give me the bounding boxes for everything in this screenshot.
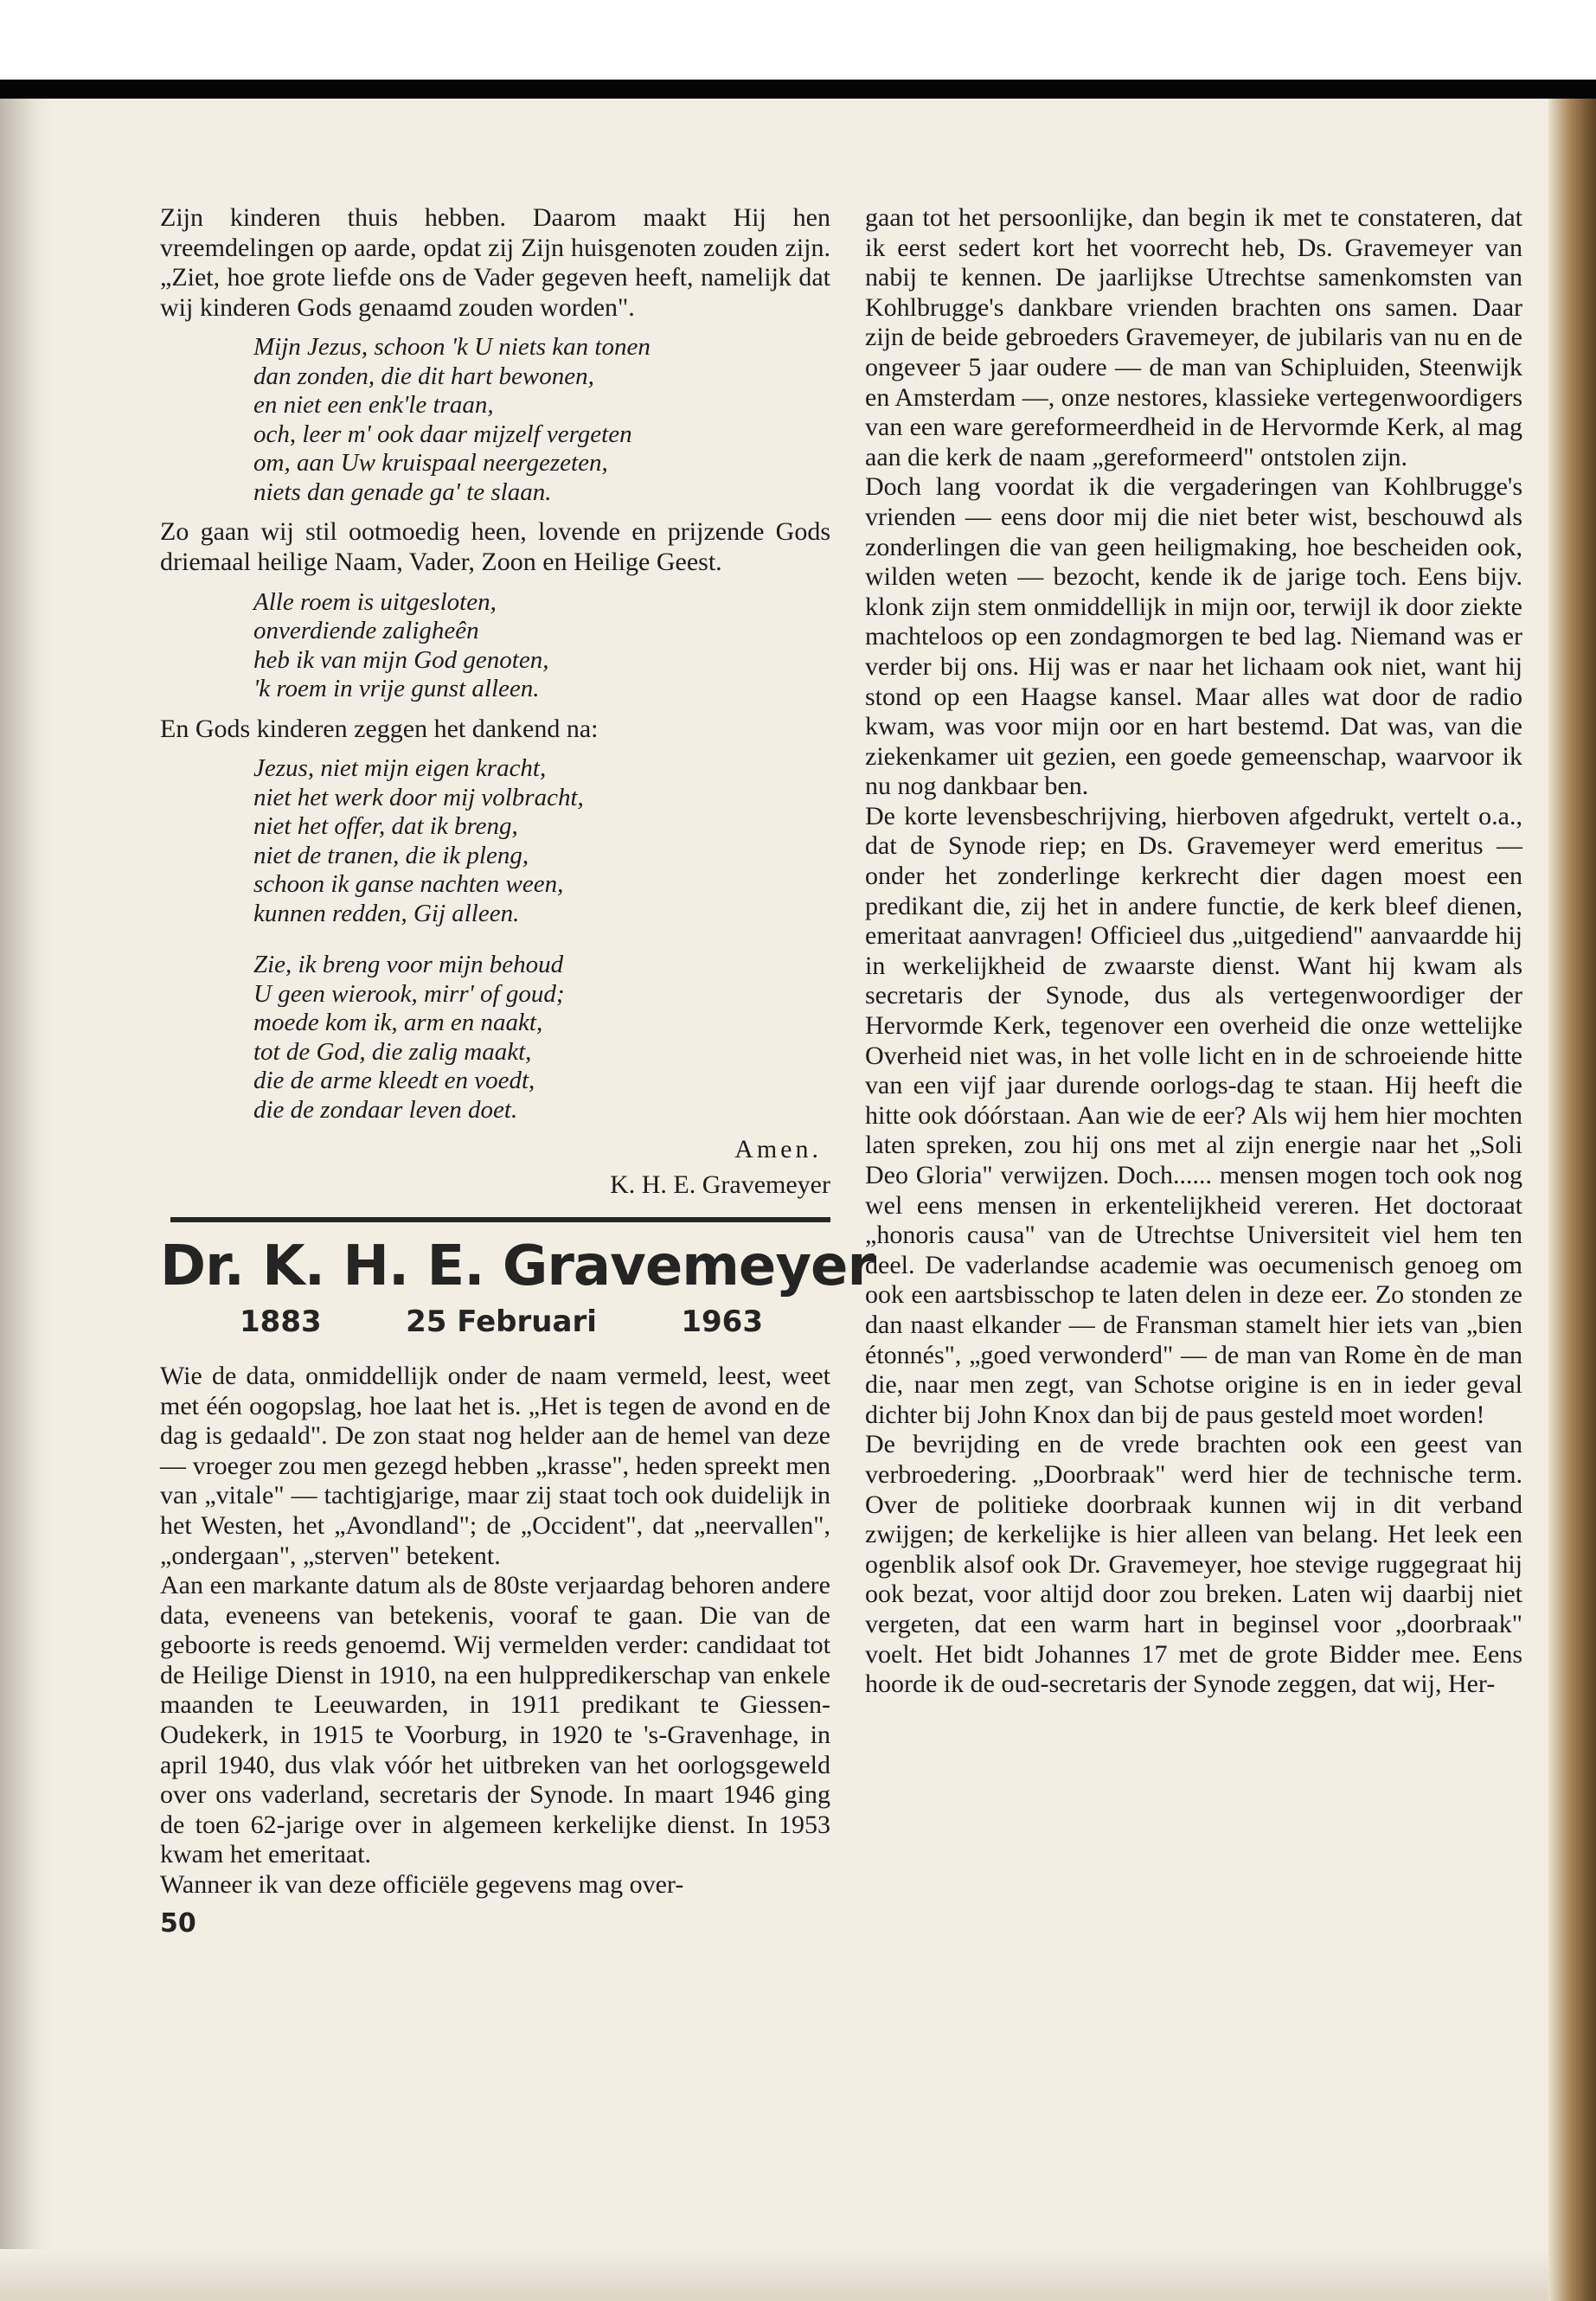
poem-line: onverdiende zaligheên: [253, 617, 479, 645]
amen: Amen.: [734, 1135, 822, 1164]
birthday: 25 Februari: [406, 1304, 597, 1340]
poem-line: tot de God, die zalig maakt,: [253, 1037, 532, 1066]
birth-year: 1883: [240, 1304, 322, 1340]
article-paragraph-1: Wie de data, onmiddellijk onder de naam vermeld, leest, weet met één oogopslag, hoe laat het is. „Het is tegen de avond en de dag is gedaald". De zon staat nog helder aan de hemel van deze — vroeger zou men gezegd hebben „krasse", heden spreekt men van „vitale" — tachtigjarige, maar zij staat toch ook duidelijk in het Westen, het „Avondland"; de „Occident", dat „neervallen", „ondergaan", „sterven" betekent.: [160, 1361, 830, 1570]
heading-rule: [170, 1217, 830, 1222]
poem-line: die de zondaar leven doet.: [253, 1095, 518, 1124]
signature: K. H. E. Gravemeyer: [610, 1170, 830, 1199]
page-number: 50: [160, 1907, 196, 1939]
left-column: [160, 203, 874, 1939]
current-year: 1963: [681, 1304, 763, 1340]
poem-line: niet het werk door mij volbracht,: [253, 783, 584, 811]
top-margin: [0, 0, 1596, 80]
poem-line: niets dan genade ga' te slaan.: [253, 478, 552, 506]
right-paragraph-1: gaan tot het persoonlijke, dan begin ik met te constateren, dat ik eerst sedert kort het voorrecht heb, Ds. Gravemeyer van nabij te kennen. De jaarlijkse Utrechtse samenkomsten van Kohlbrugge's dankbare vrienden brachten ons samen. Daar zijn de beide gebroeders Gravemeyer, de jubilaris van nu en de ongeveer 5 jaar oudere — de man van Schipluiden, Steenwijk en Amsterdam —, onze nestores, klassieke vertegenwoordigers van een ware gereformeerdheid in de Hervormde Kerk, al mag aan die kerk de naam „gereformeerd" ontstolen zijn.: [865, 203, 1522, 471]
poem-line: dan zonden, die dit hart bewonen,: [253, 362, 594, 390]
poem-line: 'k roem in vrije gunst alleen.: [253, 675, 540, 703]
poem-line: niet de tranen, die ik pleng,: [253, 841, 529, 869]
poem-line: en niet een enk'le traan,: [253, 391, 494, 420]
date-line: [160, 1304, 830, 1340]
poem-4: [253, 951, 830, 1125]
right-paragraph-4: De bevrijding en de vrede brachten ook een geest van verbroedering. „Doorbraak" werd hier de technische term. Over de politieke doorbraak kunnen wij in dit verband zwijgen; de kerkelijke is hier alleen van belang. Het leek een ogenblik alsof ook Dr. Gravemeyer, hoe stevige ruggegraat hij ook bezat, voor altijd door zou breken. Laten wij daarbij niet vergeten, dat een warm hart in beginsel voor „doorbraak" voelt. Het bidt Johannes 17 met de grote Bidder mee. Eens hoorde ik de oud-secretaris der Synode zeggen, dat wij, Her-: [865, 1430, 1522, 1699]
poem-line: Zie, ik breng voor mijn behoud: [253, 951, 564, 979]
article-paragraph-3: Wanneer ik van deze officiële gegevens mag over-: [160, 1870, 684, 1900]
poem-line: U geen wierook, mirr' of goud;: [253, 979, 565, 1008]
poem-3: [253, 754, 830, 928]
right-column: [865, 203, 1522, 1700]
scan-border: [0, 80, 1596, 99]
poem-line: moede kom ik, arm en naakt,: [253, 1009, 543, 1037]
right-paragraph-3: De korte levensbeschrijving, hierboven afgedrukt, vertelt o.a., dat de Synode riep; en Ds. Gravemeyer werd emeritus — onder het zonderlinge kerkrecht dier dagen moest een predikant die, zij het in andere functie, de kerk bleef dienen, emeritaat aanvragen! Officieel dus „uitgediend" aanvaardde hij in werkelijkheid de zwaarste dienst. Want hij kwam als secretaris der Synode, dus als vertegenwoordiger der Hervormde Kerk, tegenover een overheid die onze wettelijke Overheid niet was, in het volle licht en in de schroeiende hitte van een vijf jaar durende oorlogs-dag te staan. Hij heeft die hitte ook dóórstaan. Aan wie de eer? Als wij hem hier mochten laten spreken, zou hij ons met al zijn energie naar het „Soli Deo Gloria" verwijzen. Doch...... mensen mogen toch ook nog wel eens mensen in erkentelijkheid vereren. Het doctoraat „honoris causa" van de Utrechtse Universiteit viel hem ten deel. De vaderlandse academie was oecumenisch genoeg om ook een aartsbisschop te laten delen in deze eer. Zo stonden ze dan naast elkander — de Fransman stamelt hier iets van „bien étonnés", „goed verwonderd" — de man van Rome èn de man die, naar men zegt, van Schotse origine is en in ieder geval dichter bij John Knox dan bij de paus gesteld moet worden!: [865, 801, 1522, 1429]
book-spine: [1548, 99, 1596, 2301]
page-left-shadow: [0, 99, 52, 2301]
poem-line: die de arme kleedt en voedt,: [253, 1067, 535, 1095]
poem-line: kunnen redden, Gij alleen.: [253, 899, 520, 927]
right-paragraph-2: Doch lang voordat ik die vergaderingen van Kohlbrugge's vrienden — eens door mij die niet beter wist, beschouwd als zonderlingen die van geen heiligmaking, hoe bescheiden ook, wilden weten — bezocht, kende ik de jarige toch. Eens bijv. klonk zijn stem onmiddellijk in mijn oor, terwijl ik door ziekte machteloos op een zondagmorgen te bed lag. Niemand was er verder bij ons. Hij was er naar het lichaam ook niet, want hij stond op een Haagse kansel. Maar alles wat door de radio kwam, was voor mijn oor en hart bestemd. Dat was, van die ziekenkamer uit gezien, een goede gemeenschap, waarvoor ik nu nog dankbaar ben.: [865, 472, 1522, 801]
paragraph-3: En Gods kinderen zeggen het dankend na:: [160, 714, 599, 743]
poem-1: [253, 333, 830, 507]
intro-paragraph: Zijn kinderen thuis hebben. Daarom maakt Hij hen vreemdelingen op aarde, opdat zij Zijn huisgenoten zouden zijn. „Ziet, hoe grote liefde ons de Vader gegeven heeft, namelijk dat wij kinderen Gods genaamd zouden worden".: [160, 203, 830, 322]
poem-line: Jezus, niet mijn eigen kracht,: [253, 754, 547, 783]
paragraph-2: Zo gaan wij stil ootmoedig heen, lovende en prijzende Gods driemaal heilige Naam, Vader, Zoon en Heilige Geest.: [160, 517, 830, 576]
article-heading: Dr. K. H. E. Gravemeyer: [160, 1234, 874, 1299]
poem-line: om, aan Uw kruispaal neergezeten,: [253, 449, 608, 478]
poem-2: [253, 588, 830, 704]
poem-line: heb ik van mijn God genoten,: [253, 645, 549, 674]
page-bottom-shadow: [0, 2249, 1564, 2301]
poem-line: schoon ik ganse nachten ween,: [253, 870, 564, 899]
poem-line: och, leer m' ook daar mijzelf vergeten: [253, 420, 632, 448]
article-paragraph-2: Aan een markante datum als de 80ste verjaardag behoren andere data, eveneens van betekenis, vooraf te gaan. Die van de geboorte is reeds genoemd. Wij vermelden verder: candidaat tot de Heilige Dienst in 1910, na een hulppredikerschap van enkele maanden te Leeuwarden, in 1911 predikant te Giessen-Oudekerk, in 1915 te Voorburg, in 1920 te 's-Gravenhage, in april 1940, dus vlak vóór het uitbreken van het oorlogsgeweld over ons vaderland, secretaris der Synode. In maart 1946 ging de toen 62-jarige over in algemeen kerkelijke dienst. In 1953 kwam het emeritaat.: [160, 1571, 830, 1869]
poem-line: niet het offer, dat ik breng,: [253, 812, 518, 841]
poem-line: Alle roem is uitgesloten,: [253, 587, 497, 616]
poem-line: Mijn Jezus, schoon 'k U niets kan tonen: [253, 333, 651, 362]
